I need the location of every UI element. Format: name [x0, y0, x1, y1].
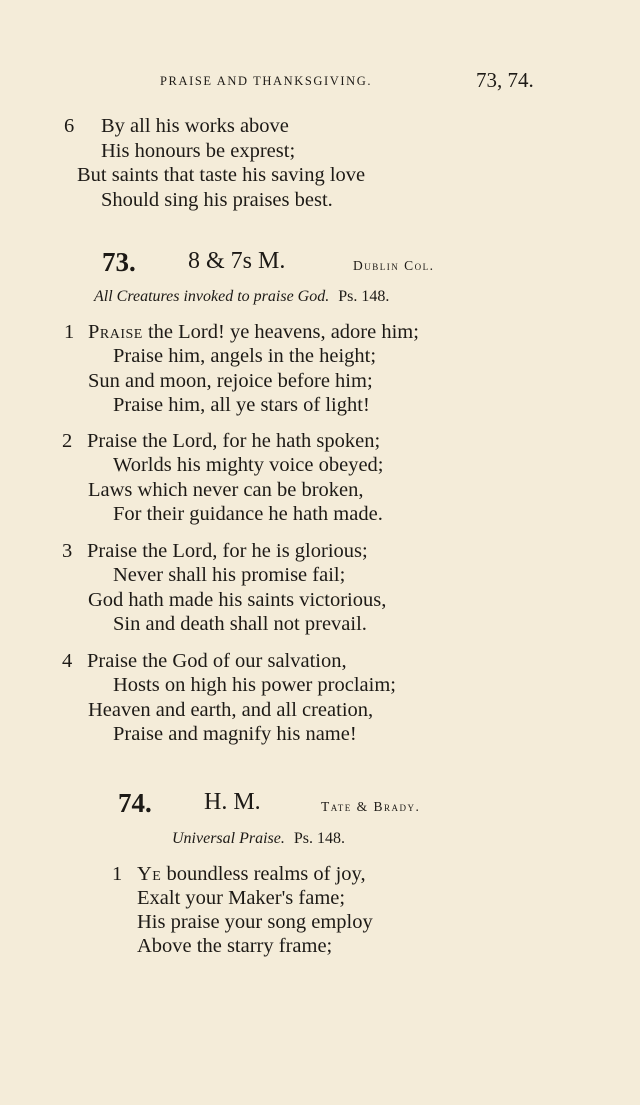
verse-line: Worlds his mighty voice obeyed; [113, 454, 384, 476]
verse-line: Exalt your Maker's fame; [137, 887, 346, 909]
verse-line: Praise him, all ye stars of light! [113, 394, 370, 416]
verse-line: God hath made his saints victorious, [88, 589, 387, 611]
hymn-number: 73. [102, 247, 136, 277]
hymn-meter: 8 & 7s M. [188, 248, 286, 274]
verse-line: Above the starry frame; [137, 935, 333, 957]
verse-line: Sin and death shall not prevail. [113, 613, 367, 635]
hymn-meter: H. M. [204, 789, 261, 815]
stanza-number: 2 [62, 430, 73, 452]
stanza-number: 4 [62, 650, 73, 672]
verse-line: Sun and moon, rejoice before him; [88, 370, 373, 392]
verse-line: Ye boundless realms of joy, [137, 863, 366, 885]
hymn-number: 74. [118, 788, 152, 818]
verse-line: Praise him, angels in the height; [113, 345, 377, 367]
verse-line: His honours be exprest; [101, 140, 296, 162]
stanza-number: 6 [64, 115, 75, 137]
verse-line: But saints that taste his saving love [77, 164, 366, 186]
verse-line: Never shall his promise fail; [113, 564, 346, 586]
verse-line: For their guidance he hath made. [113, 503, 383, 525]
verse-line: Praise the God of our salvation, [87, 650, 347, 672]
hymn-tune: Dublin Col. [353, 258, 435, 273]
page-number: 73, 74. [476, 68, 534, 92]
verse-line: Heaven and earth, and all creation, [88, 699, 374, 721]
stanza-number: 1 [64, 321, 75, 343]
verse-line: Praise the Lord, for he is glorious; [87, 540, 368, 562]
verse-line: Laws which never can be broken, [88, 479, 364, 501]
verse-line: Praise the Lord! ye heavens, adore him; [88, 321, 419, 343]
hymn-subtitle: All Creatures invoked to praise God. Ps. 148. [94, 288, 390, 305]
verse-line: Hosts on high his power proclaim; [113, 674, 396, 696]
verse-line: Praise and magnify his name! [113, 723, 357, 745]
verse-line: By all his works above [101, 115, 289, 137]
verse-line: Should sing his praises best. [101, 189, 333, 211]
stanza-number: 3 [62, 540, 73, 562]
hymn-subtitle: Universal Praise. Ps. 148. [172, 830, 345, 847]
stanza-number: 1 [112, 863, 123, 885]
hymn-tune: Tate & Brady. [321, 799, 421, 814]
verse-line: His praise your song employ [137, 911, 373, 933]
running-title: PRAISE AND THANKSGIVING. [160, 74, 373, 88]
verse-line: Praise the Lord, for he hath spoken; [87, 430, 381, 452]
